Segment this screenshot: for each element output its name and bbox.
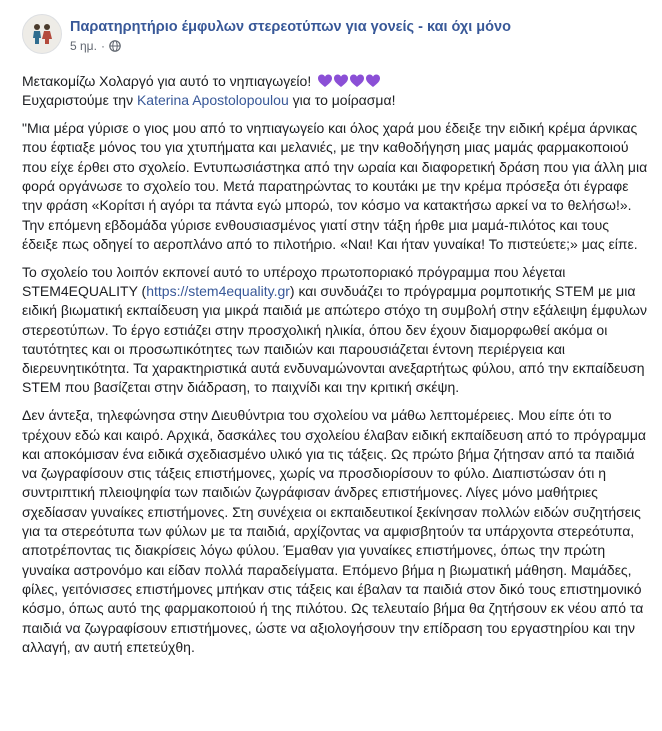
purple-heart-icon [317, 73, 333, 89]
post-timestamp[interactable]: 5 ημ. [70, 39, 97, 53]
post-body [22, 72, 648, 657]
purple-heart-icon [333, 73, 349, 89]
mention-link[interactable]: Katerina Apostolopoulou [136, 92, 289, 109]
header-text [70, 12, 511, 54]
stem4equality-link[interactable]: https://stem4equality.gr [146, 282, 290, 299]
paragraph-2-suffix: ) και συνδυάζει το πρόγραμμα ρομποτικής STEM με μια ειδική βιωματική εκπαίδευση για μικρά παιδιά με απώτερο στόχο τη συμβολή στην εξάλειψη έμφυλων στερεοτύπων. Το έργο εστιάζει στην προσχολική ηλικία, όπου δεν έχουν διαμορφωθεί ακόμα οι ταυτότητες και οι προσωπικότητες των παιδιών και παρουσιάζεται έντονη περιέργεια και διερευνητικότητα. Τα χαρακτηριστικά αυτά ενδυναμώνονται ανεξαρτήτως φύλου, από την εκπαίδευση STEM που βασίζεται στην διάδραση, το παιχνίδι και την κριτική σκέψη. [22, 282, 647, 396]
paragraph-2 [22, 263, 648, 398]
thanks-suffix: για το μοίρασμα! [288, 92, 396, 109]
page-name-link[interactable]: Παρατηρητήριο έμφυλων στερεοτύπων για γονείς - και όχι μόνο [70, 19, 511, 35]
thanks-prefix: Ευχαριστούμε την [22, 92, 137, 109]
post-header [22, 12, 648, 56]
purple-heart-icon [365, 73, 381, 89]
meta-separator: · [100, 39, 105, 53]
intro-paragraph [22, 72, 648, 111]
intro-line-1: Μετακομίζω Χολαργό για αυτό το νηπιαγωγείο! [22, 73, 312, 89]
paragraph-1: "Μια μέρα γύρισε ο γιος μου από το νηπιαγωγείο και όλος χαρά μου έδειξε την ειδική κρέμα άρνικας που έφτιαξε μόνος του για χτυπήματα και μελανιές, με την καθοδήγηση μιας μαμάς φαρμακοποιού που είχε έρθει στο σχολείο. Εντυπωσιάστηκα από την ωραία και διαφορετική δράση που για άλλη μια φορά οργάνωσε το σχολείο του. Μετά παρατηρώντας το κουτάκι με την κρέμα πρόσεξα ότι έγραφε την φράση «Κορίτσι ή αγόρι τα πάντα εγώ μπορώ, τον κόσμο να κατακτήσω αρκεί να το θελήσω!». Την επόμενη εβδομάδα γύρισε ενθουσιασμένος γιατί στην τάξη ήρθε μια μαμά-πιλότος και τους έδειξε πως οδηγεί το αεροπλάνο από το πιλοτήριο. «Ναι! Και ήταν γυναίκα! Το πιστεύετε;» μας είπε. [22, 120, 648, 252]
two-children-icon [29, 23, 55, 45]
page-avatar[interactable] [22, 14, 62, 54]
globe-icon[interactable] [109, 40, 121, 52]
paragraph-3: Δεν άντεξα, τηλεφώνησα στην Διευθύντρια του σχολείου να μάθω λεπτομέρειες. Μου είπε ότι το τρέχουν εδώ και καιρό. Αρχικά, δασκάλες του σχολείου έλαβαν ειδική εκπαίδευση από το πρόγραμμα και αποκόμισαν ένα ειδικά σχεδιασμένο υλικό για τις τάξεις. Ως πρώτο βήμα ζήτησαν από τα παιδιά να ζωγραφίσουν στις τάξεις επιστήμονες, χωρίς να προσδιορίσουν το φύλο. Διαπιστώσαν ότι η συντριπτική πλειοψηφία των παιδιών ζωγράφισαν άνδρες επιστήμονες. Λίγες μόνο μαθήτριες σχεδίασαν γυναίκες επιστήμονες. Στη συνέχεια οι εκπαιδευτικοί ξεκίνησαν πολλών ειδών συζητήσεις για τα στερεότυπα των φύλων με τα παιδιά, αρχίζοντας να αμφισβητούν τα υπάρχοντα στερεότυπα, αποτρέποντας τις διακρίσεις λόγω φύλου. Έμαθαν για γυναίκες επιστήμονες, όπως την πρώτη γυναίκα αστρονόμο και είδαν πολλά παραδείγματα. Επόμενο βήμα η βιωματική μάθηση. Μαμάδες, φίλες, γειτόνισσες επιστήμονες μπήκαν στις τάξεις και έβαλαν τα παιδιά στον δικό τους επιστημονικό κόσμο, όπως αυτό της φαρμακοποιού ή της πιλότου. Ως τελευταίο βήμα θα ζητήσουν εκ νέου από τα παιδιά να ζωγραφίσουν επιστήμονες, ώστε να αξιολογήσουν την επίδραση του εργαστηρίου και την αλλαγή, αν αυτή επετεύχθη. [22, 407, 647, 655]
purple-heart-icon [349, 73, 365, 89]
post-meta [70, 38, 511, 54]
purple-hearts [317, 73, 381, 89]
paragraph-2-prefix: Το σχολείο του λοιπόν εκπονεί αυτό το υπέροχο πρωτοποριακό πρόγραμμα που λέγεται STEM4EQUALITY ( [22, 263, 566, 299]
